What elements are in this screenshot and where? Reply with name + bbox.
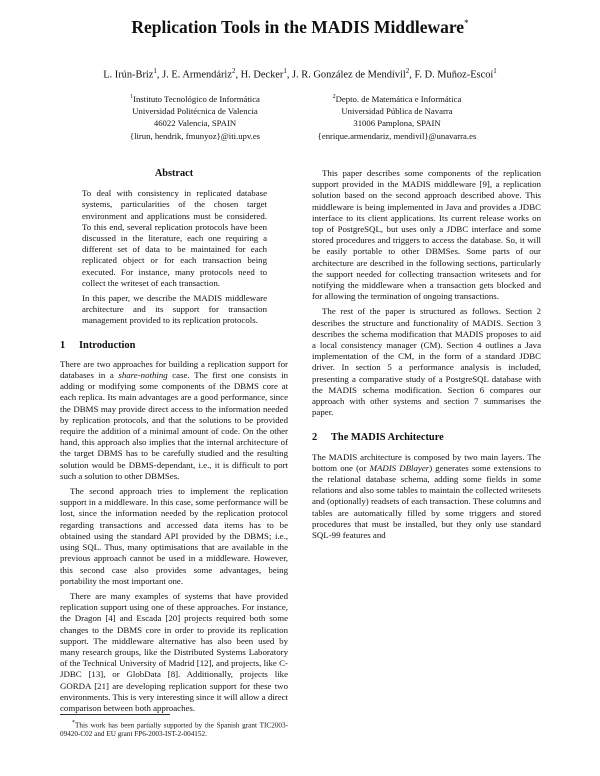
body-paragraph: The rest of the paper is structured as follows. Section 2 describes the structure and functionality of MADIS. Section 3 describes the schema modification that MADIS proposes to aid a local consistency manager (CM). Section 4 outlines a Java implementation of the CM, in the form of a standard JDBC driver. In section 5 a performance analysis is included, presenting a comparative study of a PostgreSQL database with the MADIS schema modification. Section 6 compares our approach with other systems and section 7 summarises the paper. [312,306,541,418]
affiliation-2: $^2$Depto. de Matemática e Informática Universidad Pública de Navarra 31006 Pamplona, SPAIN {enrique.armendariz, mendivil}@unavarra.es [292,91,502,142]
footnote: *This work has been partially supported by the Spanish grant TIC2003-09420-C02 and EU grant FP6-2003-IST-2-004152. [60,714,288,739]
author: J. R. González de Mendívil [292,69,406,81]
footnote-rule [60,714,170,715]
author: H. Decker [240,69,284,81]
author: L. Irún-Briz [103,69,154,81]
abstract-paragraph: To deal with consistency in replicated database systems, particularities of the chosen target environment and applications must be considered. To this end, several replication protocols have been discussed in the literature, each one requiring a different set of data to be maintained for each replicated object or for each transaction being executed. For instance, many protocols need to collect the writeset of each transaction. [82,188,267,288]
body-paragraph: There are many examples of systems that have provided replication support using one of these approaches. For instance, the Dragon [4] and Escada [20] projects required both some changes to the DBMS core in order to provide its replication support. The middleware alternative has also been used by many research groups, like the Distributed Systems Laboratory of the Technical University of Madrid [12], and projects, like C-JDBC [13], or GlobData [8]. Additionally, projects like GORDA [21] are developing replication support for these two environments. This is very interesting since it will allow a direct comparison between both approaches. [60,590,288,713]
section-heading-introduction: 1 Introduction [60,339,136,351]
abstract-heading: Abstract [154,168,194,179]
body-paragraph: The second approach tries to implement the replication support in a middleware. In this case, some performance will be lost, since the information needed by the replication protocol regarding transactions and accessed data items has to be obtained using the standard API provided by the DBMS; i.e., using SQL. Thus, many optimisations that are available in the previous approach cannot be used in a middleware. However, this second case also provides some advantages, being portability the most important one. [60,486,288,586]
body-paragraph: There are two approaches for building a replication support for databases in a share-nothing case. The first one consists in adding or modifying some components of the DBMS core at each replica. Its main advantages are a good performance, since the DBMS may provide direct access to the information needed by replication protocols, and that the solutions to be provided require the addition of a minimal amount of code. On the other hand, this approach also implies that the internal architecture of the target DBMS has to be carefully studied and the resulting solution would be DBMS-dependant, i.e., it is difficult to port such a solution to other DBMSes. [60,358,288,481]
body-paragraph: This paper describes some components of the replication support provided in the MADIS middleware [9], a replication solution based on the second approach described above. This middleware is being implemented in Java and provides a JDBC interface to its client applications. Its current release works on top of PostgreSQL, but uses only a JDBC interface and some stored procedures and triggers to access the database. So, it will be easily portable to other DBMSes. Some parts of our architecture are described in the following sections, particularly the support needed for collecting transaction writesets and for notifying the middleware when a transaction gets blocked and for allowing the termination of ongoing transactions. [312,168,541,302]
left-column [60,168,288,714]
abstract-paragraph: In this paper, we describe the MADIS middleware architecture and its support for transaction management provided to its replication protocols. [82,293,267,326]
abstract [60,188,288,326]
right-column [312,168,541,545]
author-list: L. Irún-Briz$^1$, J. E. Armendáriz$^2$, H. Decker$^1$, J. R. González de Mendívil$^2$, F. D. Muñoz-Escoí$^1$ [103,67,497,81]
body-paragraph: The MADIS architecture is composed by two main layers. The bottom one (or MADIS DBlayer) generates some extensions to the relational database schema, adding some fields in some relations and also some tables to maintain the collected writesets and (optionally) readsets of each transaction. These columns and tables are automatically filled by some triggers and stored procedures that must be installed, but they only use standard SQL-99 features and [312,451,542,541]
affiliation-1: $^1$Instituto Tecnológico de Informática Universidad Politécnica de Valencia 46022 Valencia, SPAIN {lirun, hendrik, fmunyoz}@iti.upv.es [90,91,300,142]
title-footnote-mark: * [464,18,469,29]
affiliation-email: {enrique.armendariz, mendivil}@unavarra.es [317,130,477,141]
author: F. D. Muñoz-Escoí [414,69,494,81]
section-heading-architecture: 2 The MADIS Architecture [312,432,444,444]
author: J. E. Armendáriz [162,69,232,81]
paper-title: Replication Tools in the MADIS Middleware* [131,17,469,37]
affiliation-email: {lirun, hendrik, fmunyoz}@iti.upv.es [129,130,261,141]
